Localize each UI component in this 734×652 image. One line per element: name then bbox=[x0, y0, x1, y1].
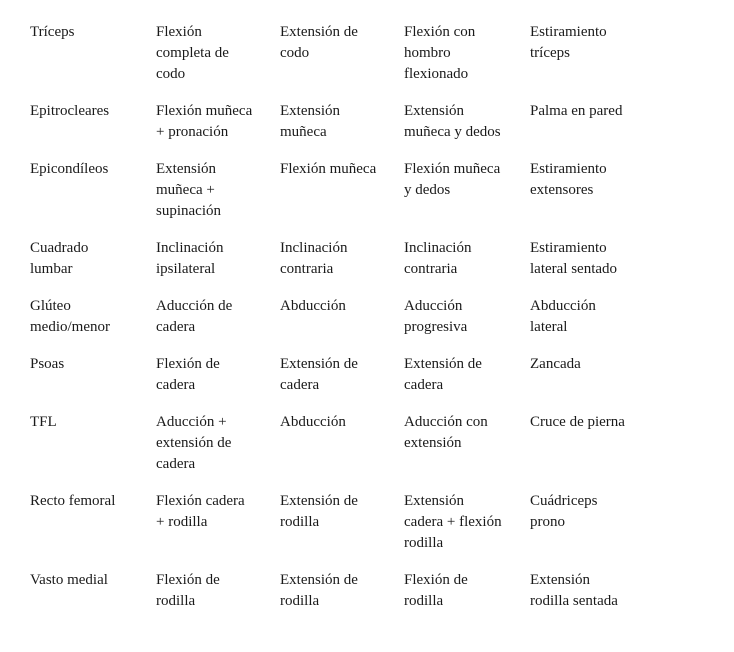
table-cell bbox=[398, 412, 524, 491]
muscle-cell bbox=[24, 296, 150, 354]
table-cell bbox=[524, 238, 664, 296]
cell-text: TFL bbox=[30, 414, 57, 430]
cell-text: Flexión cadera + rodilla bbox=[156, 493, 245, 530]
cell-text: Cruce de pierna bbox=[530, 414, 625, 430]
table-cell bbox=[524, 296, 664, 354]
cell-text: Tríceps bbox=[30, 24, 75, 40]
table-cell bbox=[274, 159, 398, 238]
cell-text: Flexión de cadera bbox=[156, 356, 220, 393]
table-cell bbox=[150, 570, 274, 628]
cell-text: Extensión muñeca + supinación bbox=[156, 161, 221, 219]
cell-text: Extensión muñeca bbox=[280, 103, 340, 140]
cell-text: Flexión con hombro flexionado bbox=[404, 24, 476, 82]
table-row bbox=[24, 101, 664, 159]
table-cell bbox=[274, 412, 398, 491]
table-cell bbox=[274, 354, 398, 412]
cell-text: Extensión muñeca y dedos bbox=[404, 103, 501, 140]
table-cell bbox=[274, 296, 398, 354]
cell-text: Flexión completa de codo bbox=[156, 24, 229, 82]
table-row bbox=[24, 412, 664, 491]
cell-text: Estiramiento lateral sentado bbox=[530, 240, 618, 277]
table-cell bbox=[524, 22, 664, 101]
cell-text: Flexión muñeca y dedos bbox=[404, 161, 501, 198]
table-row bbox=[24, 570, 664, 628]
muscle-stretch-table bbox=[24, 22, 664, 628]
table-row bbox=[24, 22, 664, 101]
muscle-cell bbox=[24, 354, 150, 412]
table-cell bbox=[398, 159, 524, 238]
cell-text: Extensión cadera + flexión rodilla bbox=[404, 493, 502, 551]
table-cell bbox=[398, 238, 524, 296]
cell-text: Aducción progresiva bbox=[404, 298, 468, 335]
cell-text: Extensión de rodilla bbox=[280, 572, 358, 609]
table-cell bbox=[274, 22, 398, 101]
table-cell bbox=[150, 101, 274, 159]
table-row bbox=[24, 296, 664, 354]
cell-text: Zancada bbox=[530, 356, 581, 372]
table-cell bbox=[398, 101, 524, 159]
table-row bbox=[24, 238, 664, 296]
muscle-cell bbox=[24, 570, 150, 628]
cell-text: Cuadrado lumbar bbox=[30, 240, 89, 277]
table-row bbox=[24, 354, 664, 412]
cell-text: Aducción con extensión bbox=[404, 414, 488, 451]
table-cell bbox=[524, 570, 664, 628]
cell-text: Abducción bbox=[280, 414, 346, 430]
cell-text: Flexión muñeca + pronación bbox=[156, 103, 253, 140]
table-cell bbox=[524, 354, 664, 412]
cell-text: Flexión de rodilla bbox=[156, 572, 220, 609]
muscle-cell bbox=[24, 238, 150, 296]
cell-text: Epicondíleos bbox=[30, 161, 109, 177]
table-cell bbox=[274, 491, 398, 570]
table-row bbox=[24, 491, 664, 570]
cell-text: Estiramiento extensores bbox=[530, 161, 607, 198]
table-cell bbox=[150, 159, 274, 238]
cell-text: Flexión de rodilla bbox=[404, 572, 468, 609]
cell-text: Estiramiento tríceps bbox=[530, 24, 607, 61]
table-row bbox=[24, 159, 664, 238]
cell-text: Inclinación ipsilateral bbox=[156, 240, 224, 277]
cell-text: Extensión rodilla sentada bbox=[530, 572, 618, 609]
cell-text: Palma en pared bbox=[530, 103, 623, 119]
muscle-cell bbox=[24, 22, 150, 101]
muscle-cell bbox=[24, 491, 150, 570]
table-cell bbox=[398, 296, 524, 354]
cell-text: Aducción + extensión de cadera bbox=[156, 414, 232, 472]
cell-text: Extensión de codo bbox=[280, 24, 358, 61]
muscle-cell bbox=[24, 159, 150, 238]
cell-text: Recto femoral bbox=[30, 493, 116, 509]
cell-text: Psoas bbox=[30, 356, 65, 372]
cell-text: Cuádriceps prono bbox=[530, 493, 598, 530]
table-cell bbox=[524, 412, 664, 491]
table-cell bbox=[274, 101, 398, 159]
cell-text: Abducción bbox=[280, 298, 346, 314]
cell-text: Inclinación contraria bbox=[280, 240, 348, 277]
table-cell bbox=[274, 570, 398, 628]
table-cell bbox=[524, 101, 664, 159]
cell-text: Glúteo medio/menor bbox=[30, 298, 110, 335]
muscle-cell bbox=[24, 412, 150, 491]
table-cell bbox=[398, 22, 524, 101]
table-cell bbox=[150, 354, 274, 412]
table-cell bbox=[150, 491, 274, 570]
cell-text: Abducción lateral bbox=[530, 298, 596, 335]
table-cell bbox=[524, 159, 664, 238]
cell-text: Aducción de cadera bbox=[156, 298, 233, 335]
table-body bbox=[24, 22, 664, 628]
table-cell bbox=[274, 238, 398, 296]
muscle-cell bbox=[24, 101, 150, 159]
table-cell bbox=[150, 412, 274, 491]
cell-text: Flexión muñeca bbox=[280, 161, 377, 177]
table-cell bbox=[150, 238, 274, 296]
cell-text: Extensión de cadera bbox=[404, 356, 482, 393]
table-cell bbox=[398, 491, 524, 570]
cell-text: Epitrocleares bbox=[30, 103, 110, 119]
table-cell bbox=[150, 22, 274, 101]
cell-text: Vasto medial bbox=[30, 572, 108, 588]
table-cell bbox=[524, 491, 664, 570]
table-cell bbox=[398, 570, 524, 628]
cell-text: Inclinación contraria bbox=[404, 240, 472, 277]
table-cell bbox=[398, 354, 524, 412]
cell-text: Extensión de cadera bbox=[280, 356, 358, 393]
table-cell bbox=[150, 296, 274, 354]
cell-text: Extensión de rodilla bbox=[280, 493, 358, 530]
